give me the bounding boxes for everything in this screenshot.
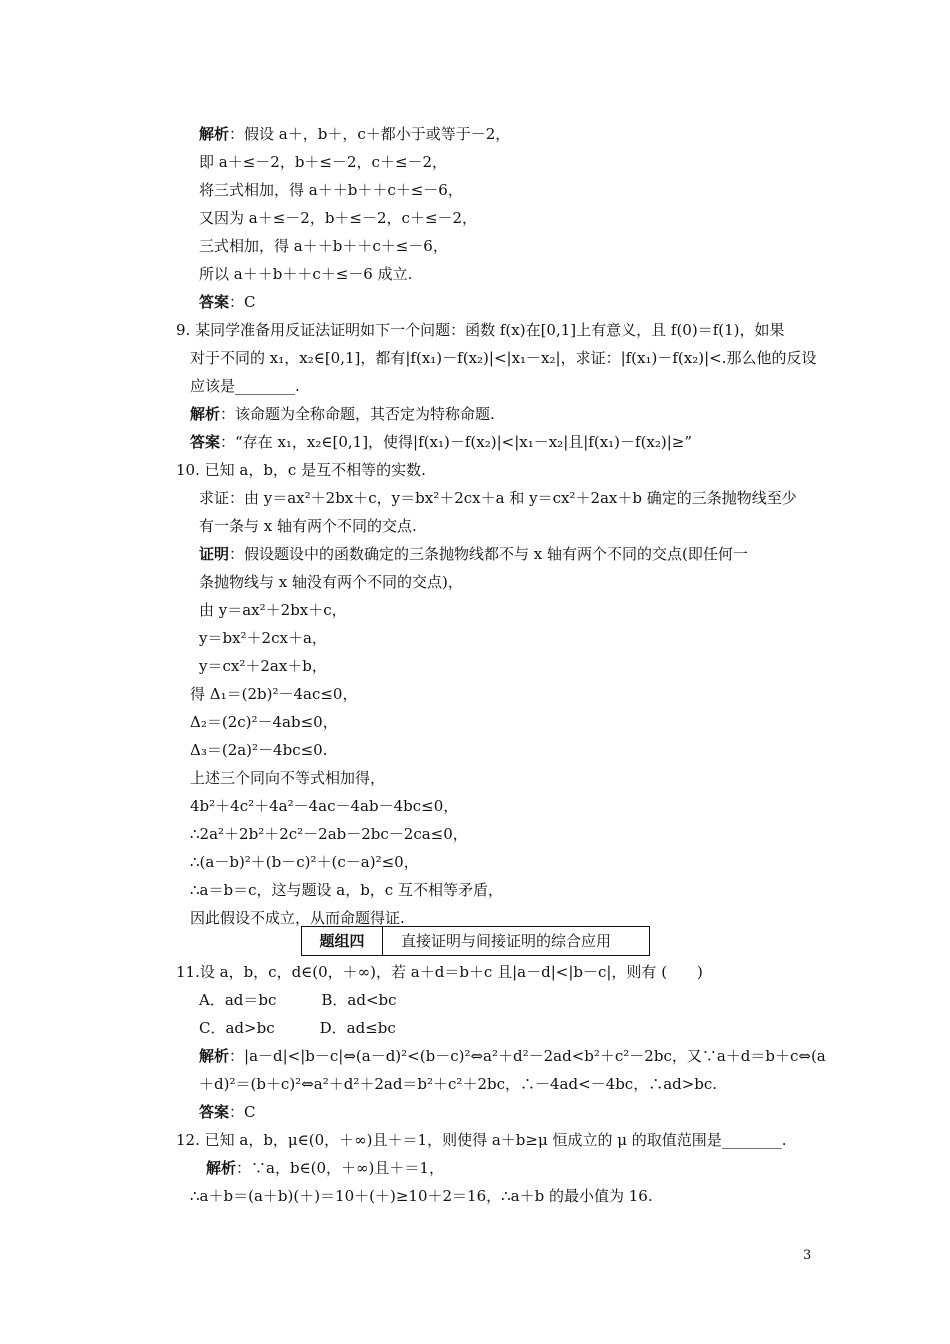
line-text: 条抛物线与 x 轴没有两个不同的交点)，: [199, 573, 463, 591]
line-text: ：C: [229, 1103, 256, 1121]
text-line: [206, 1158, 444, 1178]
text-line: [199, 600, 347, 620]
text-line: [190, 404, 495, 424]
text-line: [190, 908, 405, 928]
line-text: ∴2a²＋2b²＋2c²－2ab－2bc－2ca≤0，: [190, 825, 468, 843]
line-text: 4b²＋4c²＋4a²－4ac－4ab－4bc≤0，: [190, 797, 459, 815]
line-text: y＝cx²＋2ax＋b，: [199, 657, 327, 675]
text-line: [199, 1074, 717, 1094]
text-line: [199, 488, 797, 508]
label-prefix: 答案: [199, 293, 230, 311]
text-line: [190, 824, 468, 844]
line-text: 得 Δ₁＝(2b)²－4ac≤0，: [190, 685, 358, 703]
text-line: [176, 962, 703, 982]
text-line: [190, 1186, 653, 1206]
text-line: [190, 796, 458, 816]
text-line: [176, 320, 785, 340]
line-text: ：该命题为全称命题，其否定为特称命题.: [220, 405, 495, 423]
text-line: [176, 1130, 787, 1150]
label-prefix: 解析: [190, 405, 221, 423]
text-line: [199, 1102, 256, 1122]
line-text: 有一条与 x 轴有两个不同的交点.: [199, 517, 417, 535]
line-text: 三式相加，得 a＋＋b＋＋c＋≤－6，: [199, 237, 448, 255]
line-text: 由 y＝ax²＋2bx＋c，: [199, 601, 347, 619]
text-line: [199, 292, 256, 312]
text-line: [199, 152, 447, 172]
line-text: 12. 已知 a，b，μ∈(0，＋∞)且＋＝1，则使得 a＋b≥μ 恒成立的 μ 的取值范围是________.: [176, 1131, 787, 1149]
label-prefix: 解析: [199, 125, 230, 143]
text-line: [199, 264, 412, 284]
line-text: A．ad＝bc B．ad<bc: [199, 991, 397, 1009]
text-line: [190, 432, 692, 452]
line-text: 对于不同的 x₁，x₂∈[0,1]，都有|f(x₁)－f(x₂)|<|x₁－x₂|，求证：|f(x₁)－f(x₂)|<.那么他的反设: [190, 349, 817, 367]
text-line: [190, 880, 503, 900]
page-number: 3: [803, 1248, 812, 1263]
line-text: ∴a＝b＝c，这与题设 a，b，c 互不相等矛盾，: [190, 881, 503, 899]
line-text: ∴a＋b＝(a＋b)(＋)＝10＋(＋)≥10＋2＝16，∴a＋b 的最小值为 16.: [190, 1187, 653, 1205]
line-text: 将三式相加，得 a＋＋b＋＋c＋≤－6，: [199, 181, 463, 199]
text-line: [199, 544, 748, 564]
line-text: C．ad>bc D．ad≤bc: [199, 1019, 396, 1037]
line-text: ：|a－d|<|b－c|⇔(a－d)²<(b－c)²⇔a²＋d²－2ad<b²＋c²－2bc，又∵a＋d＝b＋c⇔(a: [229, 1047, 826, 1065]
text-line: [199, 1046, 826, 1066]
text-line: [199, 990, 397, 1010]
line-text: 又因为 a＋≤－2，b＋≤－2，c＋≤－2，: [199, 209, 478, 227]
label-prefix: 证明: [199, 545, 230, 563]
text-line: [190, 684, 357, 704]
line-text: Δ₃＝(2a)²－4bc≤0.: [190, 741, 328, 759]
text-line: [199, 208, 477, 228]
line-text: 即 a＋≤－2，b＋≤－2，c＋≤－2，: [199, 153, 448, 171]
label-prefix: 解析: [199, 1047, 230, 1065]
text-line: [199, 1018, 396, 1038]
text-line: [190, 376, 300, 396]
text-line: [199, 180, 463, 200]
line-text: 9. 某同学准备用反证法证明如下一个问题：函数 f(x)在[0,1]上有意义，且 f(0)＝f(1)，如果: [176, 321, 785, 339]
label-prefix: 答案: [190, 433, 221, 451]
line-text: ∴(a－b)²＋(b－c)²＋(c－a)²≤0，: [190, 853, 419, 871]
text-line: [199, 236, 448, 256]
line-text: ：∵a，b∈(0，＋∞)且＋＝1，: [236, 1159, 444, 1177]
text-line: [199, 656, 327, 676]
label-prefix: 解析: [206, 1159, 237, 1177]
line-text: ：C: [229, 293, 256, 311]
text-line: [190, 740, 327, 760]
text-line: [199, 516, 417, 536]
text-line: [199, 572, 463, 592]
line-text: 因此假设不成立，从而命题得证.: [190, 909, 405, 927]
line-text: 应该是________.: [190, 377, 300, 395]
line-text: y＝bx²＋2cx＋a，: [199, 629, 327, 647]
label-prefix: 答案: [199, 1103, 230, 1121]
line-text: ：假设题设中的函数确定的三条抛物线都不与 x 轴有两个不同的交点(即任何一: [229, 545, 748, 563]
text-line: [190, 712, 338, 732]
line-text: 所以 a＋＋b＋＋c＋≤－6 成立.: [199, 265, 413, 283]
line-text: Δ₂＝(2c)²－4ab≤0，: [190, 713, 338, 731]
section-label: 题组四: [302, 927, 383, 955]
line-text: 11.设 a，b，c，d∈(0，＋∞)，若 a＋d＝b＋c 且|a－d|<|b－c|，则有 ( ): [176, 963, 703, 981]
text-line: [176, 460, 426, 480]
line-text: 求证：由 y＝ax²＋2bx＋c，y＝bx²＋2cx＋a 和 y＝cx²＋2ax＋b 确定的三条抛物线至少: [199, 489, 797, 507]
line-text: ：“存在 x₁，x₂∈[0,1]，使得|f(x₁)－f(x₂)|<|x₁－x₂|且|f(x₁)－f(x₂)|≥”: [220, 433, 693, 451]
line-text: 上述三个同向不等式相加得，: [190, 769, 386, 787]
text-line: [199, 628, 327, 648]
line-text: ＋d)²＝(b＋c)²⇔a²＋d²＋2ad＝b²＋c²＋2bc，∴－4ad<－4bc，∴ad>bc.: [199, 1075, 718, 1093]
text-line: [190, 348, 816, 368]
line-text: ：假设 a＋，b＋，c＋都小于或等于－2，: [229, 125, 511, 143]
section-header-box: [301, 926, 650, 956]
section-title: 直接证明与间接证明的综合应用: [401, 932, 612, 950]
text-line: [190, 852, 419, 872]
text-line: [190, 768, 385, 788]
line-text: 10. 已知 a，b，c 是互不相等的实数.: [176, 461, 426, 479]
text-line: [199, 124, 510, 144]
